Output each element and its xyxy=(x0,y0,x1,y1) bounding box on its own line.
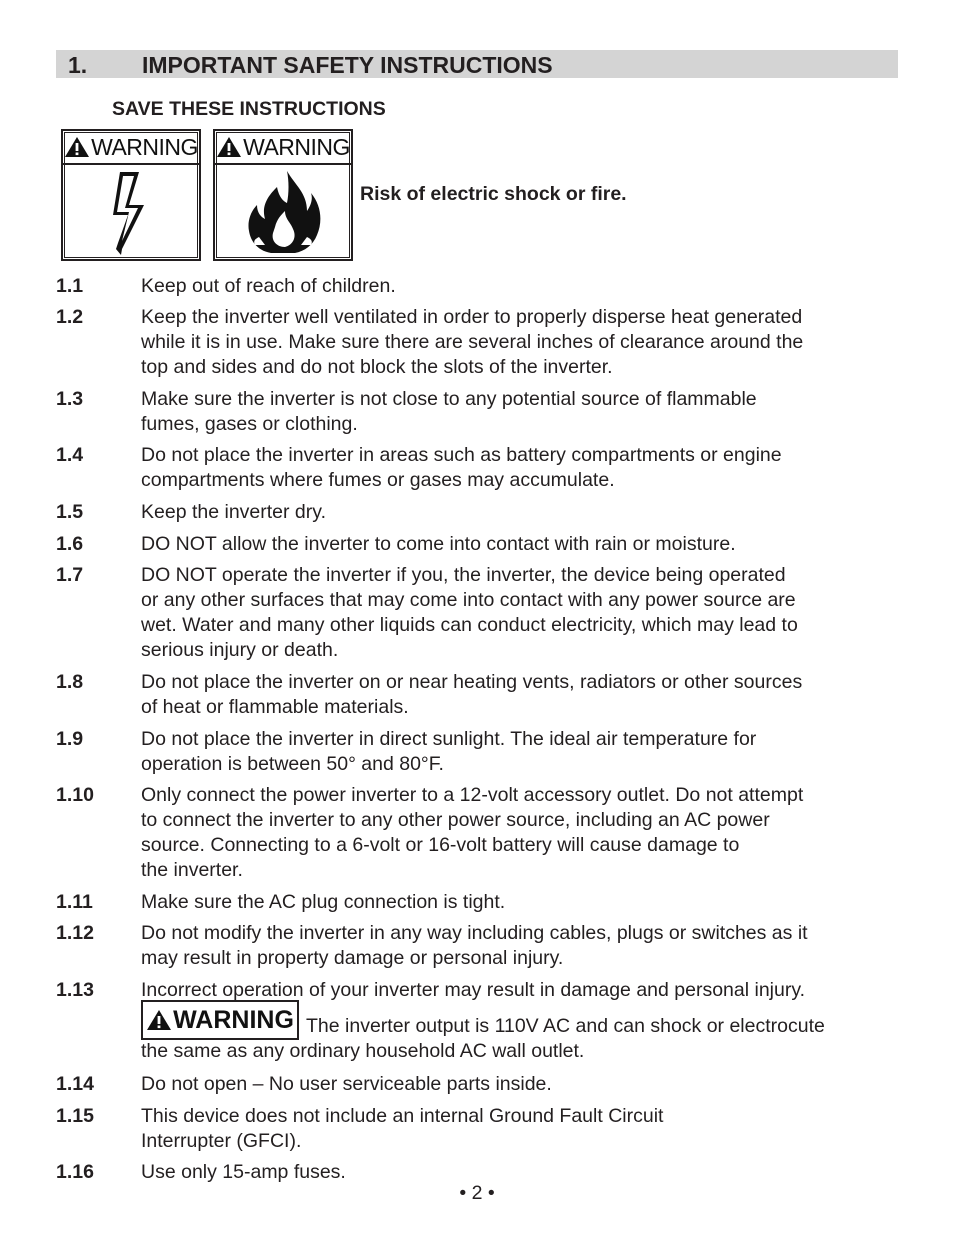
item-text: Do not open – No user serviceable parts inside. xyxy=(141,1073,552,1095)
risk-statement: Risk of electric shock or fire. xyxy=(360,183,627,205)
item-number: 1.11 xyxy=(56,891,93,913)
item-number: 1.15 xyxy=(56,1105,94,1127)
item-number: 1.5 xyxy=(56,501,84,523)
item-number: 1.16 xyxy=(56,1161,94,1183)
item-number: 1.7 xyxy=(56,564,84,586)
item-line: may result in property damage or personal injury. xyxy=(141,947,564,969)
item-line: Interrupter (GFCI). xyxy=(141,1130,302,1152)
item-line: DO NOT operate the inverter if you, the inverter, the device being operated xyxy=(141,564,786,586)
item-line: Keep the inverter well ventilated in order to properly disperse heat generated xyxy=(141,306,803,328)
item-number: 1.1 xyxy=(56,275,84,297)
item-line: Only connect the power inverter to a 12-volt accessory outlet. Do not attempt xyxy=(141,784,804,806)
item-number: 1.4 xyxy=(56,444,84,466)
item-line: source. Connecting to a 6-volt or 16-volt battery will cause damage to xyxy=(141,834,740,856)
inline-warning-label xyxy=(141,1000,299,1040)
warning-triangle-icon xyxy=(146,1009,172,1031)
item-line: the inverter. xyxy=(141,859,243,881)
warning-label: WARNING xyxy=(91,133,198,160)
fire-icon xyxy=(215,165,351,259)
item-line: fumes, gases or clothing. xyxy=(141,413,358,435)
item-number: 1.9 xyxy=(56,728,84,750)
item-line: Do not modify the inverter in any way including cables, plugs or switches as it xyxy=(141,922,808,944)
item-text: Keep out of reach of children. xyxy=(141,275,396,297)
save-instructions-heading: SAVE THESE INSTRUCTIONS xyxy=(112,98,386,120)
item-number: 1.2 xyxy=(56,306,84,328)
warning-label: WARNING xyxy=(243,133,350,160)
warning-label: WARNING xyxy=(173,1005,294,1034)
warning-box-electric xyxy=(61,129,201,261)
item-line: wet. Water and many other liquids can conduct electricity, which may lead to xyxy=(141,614,798,636)
item-text: Use only 15-amp fuses. xyxy=(141,1161,346,1183)
item-number: 1.6 xyxy=(56,533,84,555)
item-line: of heat or flammable materials. xyxy=(141,696,409,718)
item-text xyxy=(141,783,901,883)
item-warning-text: The inverter output is 110V AC and can shock or electrocute xyxy=(306,1015,825,1037)
lightning-bolt-icon xyxy=(63,165,199,259)
item-text xyxy=(141,1104,901,1154)
item-text xyxy=(141,387,901,437)
item-text: Make sure the AC plug connection is tight. xyxy=(141,891,506,913)
item-text: Keep the inverter dry. xyxy=(141,501,326,523)
item-text xyxy=(141,921,901,971)
item-line: compartments where fumes or gases may accumulate. xyxy=(141,469,615,491)
item-line: top and sides and do not block the slots of the inverter. xyxy=(141,356,613,378)
item-line: Do not place the inverter in direct sunlight. The ideal air temperature for xyxy=(141,728,757,750)
item-text xyxy=(141,305,901,380)
item-number: 1.12 xyxy=(56,922,94,944)
warning-box-fire xyxy=(213,129,353,261)
item-number: 1.10 xyxy=(56,784,94,806)
item-line: This device does not include an internal Ground Fault Circuit xyxy=(141,1105,664,1127)
item-text xyxy=(141,670,901,720)
item-number: 1.13 xyxy=(56,979,94,1001)
item-line: to connect the inverter to any other power source, including an AC power xyxy=(141,809,770,831)
item-number: 1.14 xyxy=(56,1073,94,1095)
warning-triangle-icon xyxy=(64,136,90,158)
section-title: IMPORTANT SAFETY INSTRUCTIONS xyxy=(142,52,553,78)
item-line: Do not place the inverter on or near heating vents, radiators or other sources xyxy=(141,671,803,693)
warning-header xyxy=(215,131,351,165)
item-text: Incorrect operation of your inverter may result in damage and personal injury. xyxy=(141,979,806,1001)
item-warning-text: the same as any ordinary household AC wall outlet. xyxy=(141,1040,585,1062)
section-header-bar xyxy=(56,50,898,78)
item-line: operation is between 50° and 80°F. xyxy=(141,753,444,775)
page-number: • 2 • xyxy=(459,1182,495,1204)
item-line: serious injury or death. xyxy=(141,639,339,661)
section-number: 1. xyxy=(68,52,88,78)
warning-triangle-icon xyxy=(216,136,242,158)
item-line: Do not place the inverter in areas such as battery compartments or engine xyxy=(141,444,782,466)
item-line: Make sure the inverter is not close to any potential source of flammable xyxy=(141,388,757,410)
item-line: while it is in use. Make sure there are several inches of clearance around the xyxy=(141,331,804,353)
item-line: or any other surfaces that may come into contact with any power source are xyxy=(141,589,796,611)
item-number: 1.8 xyxy=(56,671,84,693)
warning-header xyxy=(63,131,199,165)
item-text: DO NOT allow the inverter to come into contact with rain or moisture. xyxy=(141,533,736,555)
item-number: 1.3 xyxy=(56,388,84,410)
item-text xyxy=(141,563,901,663)
item-text xyxy=(141,727,901,777)
item-text xyxy=(141,443,901,493)
